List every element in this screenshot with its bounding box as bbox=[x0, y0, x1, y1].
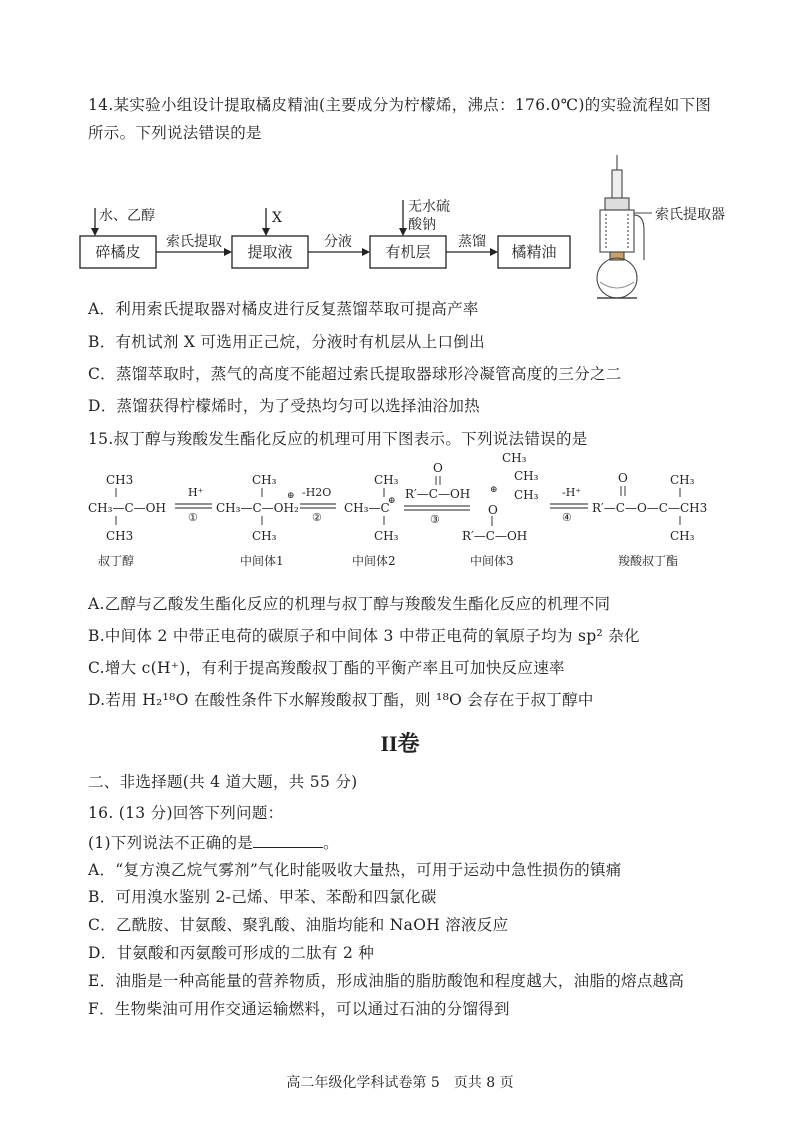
arrow-3-bot: ③ bbox=[430, 513, 440, 526]
q16-option-a: A．“复方溴乙烷气雾剂”气化时能吸收大量热，可用于运动中急性损伤的镇痛 bbox=[88, 861, 622, 879]
ester-o: O bbox=[618, 471, 628, 485]
soxhlet-apparatus-drawing bbox=[597, 155, 652, 298]
ch3-top-3: CH₃ bbox=[374, 473, 399, 487]
flow-step-2: 分液 bbox=[324, 234, 352, 250]
arrow-2-bot: ② bbox=[312, 511, 322, 524]
species-label-5: 羧酸叔丁酯 bbox=[618, 554, 679, 568]
acid-o: O bbox=[433, 461, 443, 475]
arrow-4-bot: ④ bbox=[562, 511, 572, 524]
int2-formula: CH₃—C bbox=[344, 501, 390, 515]
q15-option-b: B.中间体 2 中带正电荷的碳原子和中间体 3 中带正电荷的氧原子均为 sp² 杂化 bbox=[88, 627, 640, 645]
arrow-4-top: -H⁺ bbox=[562, 486, 582, 499]
q14-stem-line1: 14.某实验小组设计提取橘皮精油(主要成分为柠檬烯，沸点：176.0℃)的实验流程如下图 bbox=[88, 96, 712, 114]
flow-input-2: X bbox=[272, 210, 282, 226]
q14-stem-line2: 所示。下列说法错误的是 bbox=[88, 124, 262, 142]
plus-sign-1: ⊕ bbox=[287, 491, 295, 501]
q16-option-b: B．可用溴水鉴别 2-己烯、甲苯、苯酚和四氯化碳 bbox=[88, 888, 437, 906]
q15-stem: 15.叔丁醇与羧酸发生酯化反应的机理可用下图表示。下列说法错误的是 bbox=[88, 430, 588, 448]
q16-option-c: C．乙酰胺、甘氨酸、聚乳酸、油脂均能和 NaOH 溶液反应 bbox=[88, 916, 509, 934]
q15-mechanism bbox=[88, 451, 707, 568]
q16-stem: 16. (13 分)回答下列问题： bbox=[88, 804, 284, 822]
int3-ch3-right-top: CH₃ bbox=[514, 469, 539, 483]
ch3-bot-1: CH3 bbox=[106, 529, 134, 543]
arrow-1-top: H⁺ bbox=[188, 486, 204, 499]
flow-input-1: 水、乙醇 bbox=[99, 208, 155, 224]
plus-sign-2: ⊕ bbox=[388, 496, 396, 506]
arrow-2-top: -H2O bbox=[302, 486, 332, 499]
flow-box-4-label: 橘精油 bbox=[511, 243, 557, 261]
section-intro: 二、非选择题(共 4 道大题，共 55 分) bbox=[88, 773, 358, 791]
q16-sub1-text: (1)下列说法不正确的是 bbox=[88, 834, 254, 852]
q14-option-b: B．有机试剂 X 可选用正己烷，分液时有机层从上口倒出 bbox=[88, 333, 485, 351]
apparatus-label: 索氏提取器 bbox=[655, 207, 725, 223]
q15-option-d: D.若用 H₂¹⁸O 在酸性条件下水解羧酸叔丁酯，则 ¹⁸O 会存在于叔丁醇中 bbox=[88, 691, 594, 709]
flow-box-2-label: 提取液 bbox=[247, 243, 293, 261]
flow-input-3b: 酸钠 bbox=[408, 217, 436, 233]
int3-o: O bbox=[488, 503, 498, 517]
flow-step-1: 索氏提取 bbox=[166, 234, 222, 250]
species-label-2: 中间体1 bbox=[240, 554, 284, 568]
q16-option-e: E．油脂是一种高能量的营养物质，形成油脂的脂肪酸饱和程度越大，油脂的熔点越高 bbox=[88, 972, 685, 990]
flow-step-3: 蒸馏 bbox=[458, 234, 486, 250]
q14-option-d: D．蒸馏获得柠檬烯时，为了受热均匀可以选择油浴加热 bbox=[88, 397, 480, 415]
plus-sign-3: ⊕ bbox=[490, 485, 498, 495]
flow-box-3-label: 有机层 bbox=[385, 243, 431, 261]
q15-option-c: C.增大 c(H⁺)，有利于提高羧酸叔丁酯的平衡产率且可加快反应速率 bbox=[88, 659, 565, 677]
ch3-bot-3: CH₃ bbox=[374, 529, 399, 543]
ester-ch3-top: CH₃ bbox=[670, 473, 695, 487]
flow-box-1-label: 碎橘皮 bbox=[95, 243, 141, 261]
tBuOH-formula: CH₃—C—OH bbox=[88, 501, 166, 515]
flow-box-1 bbox=[80, 236, 156, 268]
species-label-4: 中间体3 bbox=[470, 554, 514, 568]
ester-formula: R′—C—O—C—CH3 bbox=[592, 501, 708, 515]
int3-ch3-top: CH₃ bbox=[502, 451, 527, 465]
int3-ch3-right-bot: CH₃ bbox=[514, 488, 539, 502]
arrow-1-bot: ① bbox=[188, 511, 198, 524]
q16-sub1-end: 。 bbox=[323, 834, 339, 852]
ester-ch3-bot: CH₃ bbox=[670, 529, 695, 543]
flow-box-4 bbox=[498, 236, 570, 268]
flow-box-2 bbox=[232, 236, 308, 268]
q16-sub1 bbox=[88, 831, 339, 853]
int3-acyl: R′—C—OH bbox=[462, 529, 528, 543]
q15-option-a: A.乙醇与乙酸发生酯化反应的机理与叔丁醇与羧酸发生酯化反应的机理不同 bbox=[88, 595, 611, 613]
species-label-3: 中间体2 bbox=[352, 554, 396, 568]
ch3-top-1: CH3 bbox=[106, 473, 134, 487]
ch3-bot-2: CH₃ bbox=[252, 529, 277, 543]
flow-input-3a: 无水硫 bbox=[408, 199, 450, 215]
acid-formula: R′—C—OH bbox=[405, 487, 471, 501]
q14-option-c: C．蒸馏萃取时，蒸气的高度不能超过索氏提取器球形冷凝管高度的三分之二 bbox=[88, 365, 622, 383]
flow-box-3 bbox=[370, 236, 446, 268]
int1-formula: CH₃—C—OH₂ bbox=[216, 501, 299, 515]
q16-option-f: F．生物柴油可用作交通运输燃料，可以通过石油的分馏得到 bbox=[88, 1000, 510, 1018]
answer-blank[interactable] bbox=[253, 833, 323, 848]
species-label-1: 叔丁醇 bbox=[98, 554, 135, 568]
page-footer: 高二年级化学科试卷第 5 页共 8 页 bbox=[286, 1075, 514, 1091]
q14-option-a: A．利用索氏提取器对橘皮进行反复蒸馏萃取可提高产率 bbox=[88, 300, 479, 318]
section-heading: II卷 bbox=[380, 731, 420, 756]
ch3-top-2: CH₃ bbox=[252, 473, 277, 487]
q16-option-d: D．甘氨酸和丙氨酸可形成的二肽有 2 种 bbox=[88, 944, 375, 962]
